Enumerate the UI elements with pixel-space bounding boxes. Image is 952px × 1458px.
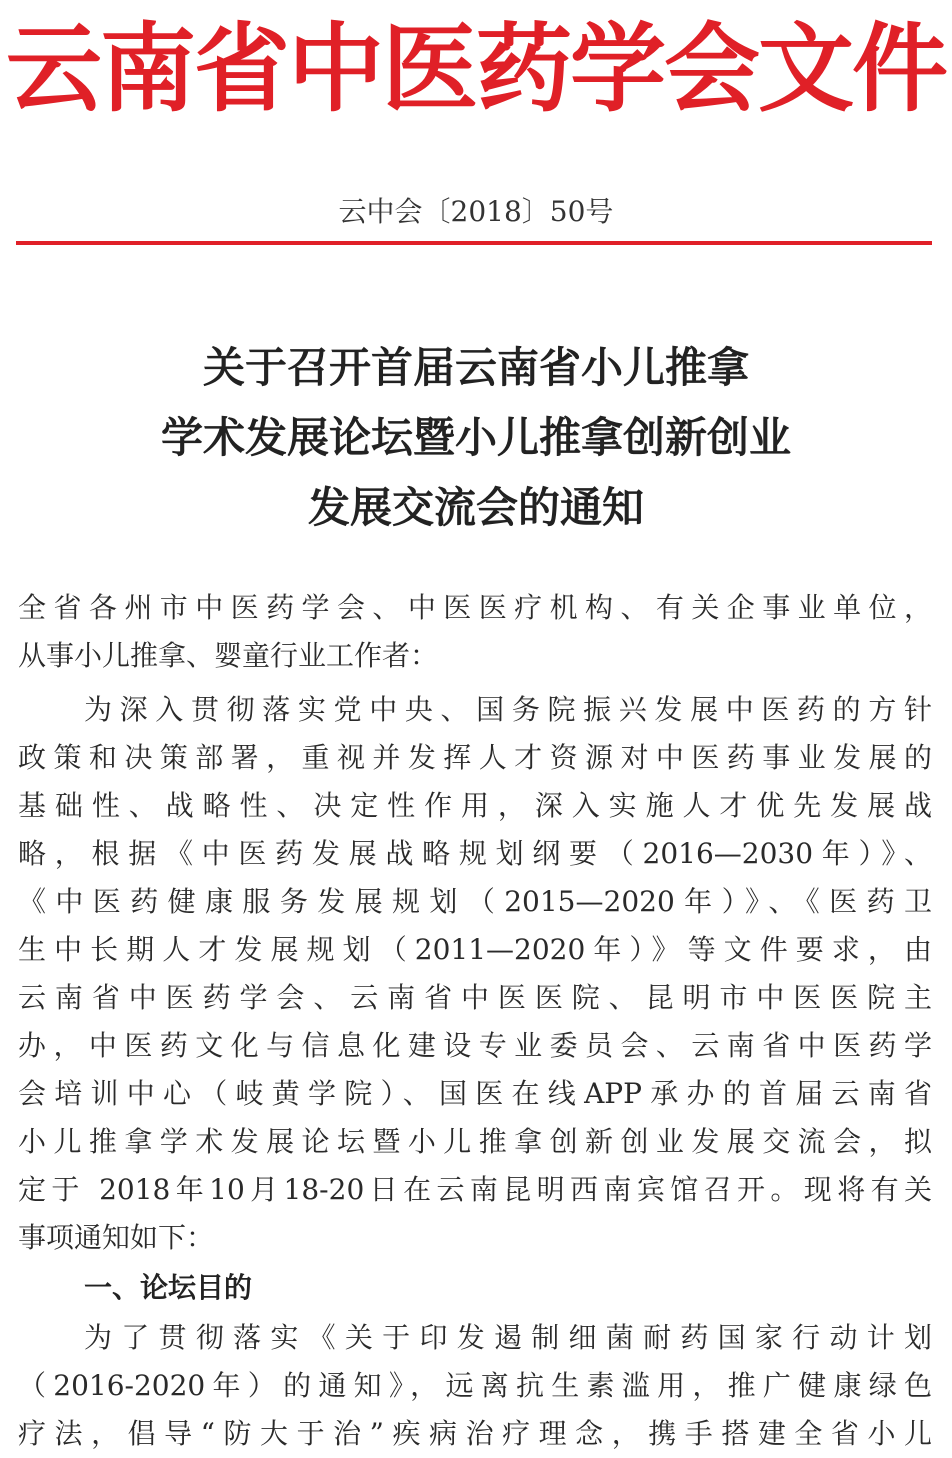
- title-line-2: 学术发展论坛暨小儿推拿创新创业: [160, 413, 791, 462]
- title-line-3: 发展交流会的通知: [307, 483, 644, 532]
- paragraph-line: 生中长期人才发展规划（2011—2020年）》等文件要求，由: [18, 933, 932, 966]
- paragraph-line: 政策和决策部署，重视并发挥人才资源对中医药事业发展的: [18, 741, 932, 774]
- paragraph-line: 基础性、战略性、决定性作用，深入实施人才优先发展战: [18, 789, 932, 822]
- paragraph-line: 定于 2018年10月18-20日在云南昆明西南宾馆召开。现将有关: [18, 1173, 932, 1206]
- paragraph-line: 办，中医药文化与信息化建设专业委员会、云南省中医药学: [18, 1029, 932, 1062]
- paragraph-line: 略，根据《中医药发展战略规划纲要（2016—2030年）》、: [18, 837, 932, 870]
- paragraph-line: （2016-2020年）的通知》，远离抗生素滥用，推广健康绿色: [18, 1369, 932, 1402]
- paragraph-line: 会培训中心（岐黄学院）、国医在线APP承办的首届云南省: [18, 1077, 932, 1110]
- addressee-line: 全省各州市中医药学会、中医医疗机构、有关企事业单位，: [18, 591, 932, 624]
- title-line-1: 关于召开首届云南省小儿推拿: [202, 343, 749, 392]
- paragraph-line: 为了贯彻落实《关于印发遏制细菌耐药国家行动计划: [84, 1321, 932, 1354]
- paragraph-line: 疗法，倡导“防大于治”疾病治疗理念，携手搭建全省小儿: [18, 1417, 932, 1450]
- paragraph-line: 《中医药健康服务发展规划（2015—2020年）》、《医药卫: [18, 885, 932, 918]
- red-divider: [16, 241, 932, 245]
- paragraph-line: 事项通知如下：: [18, 1221, 215, 1254]
- paragraph-line: 小儿推拿学术发展论坛暨小儿推拿创新创业发展交流会，拟: [18, 1125, 932, 1158]
- document-masthead: 云南省中医药学会文件: [6, 12, 946, 125]
- addressee-line: 从事小儿推拿、婴童行业工作者：: [18, 639, 439, 672]
- paragraph-line: 为深入贯彻落实党中央、国务院振兴发展中医药的方针: [84, 693, 932, 726]
- document-number: 云中会〔2018〕50号: [338, 195, 614, 228]
- paragraph-line: 云南省中医药学会、云南省中医医院、昆明市中医医院主: [18, 981, 932, 1014]
- section-heading: 一、论坛目的: [84, 1271, 253, 1304]
